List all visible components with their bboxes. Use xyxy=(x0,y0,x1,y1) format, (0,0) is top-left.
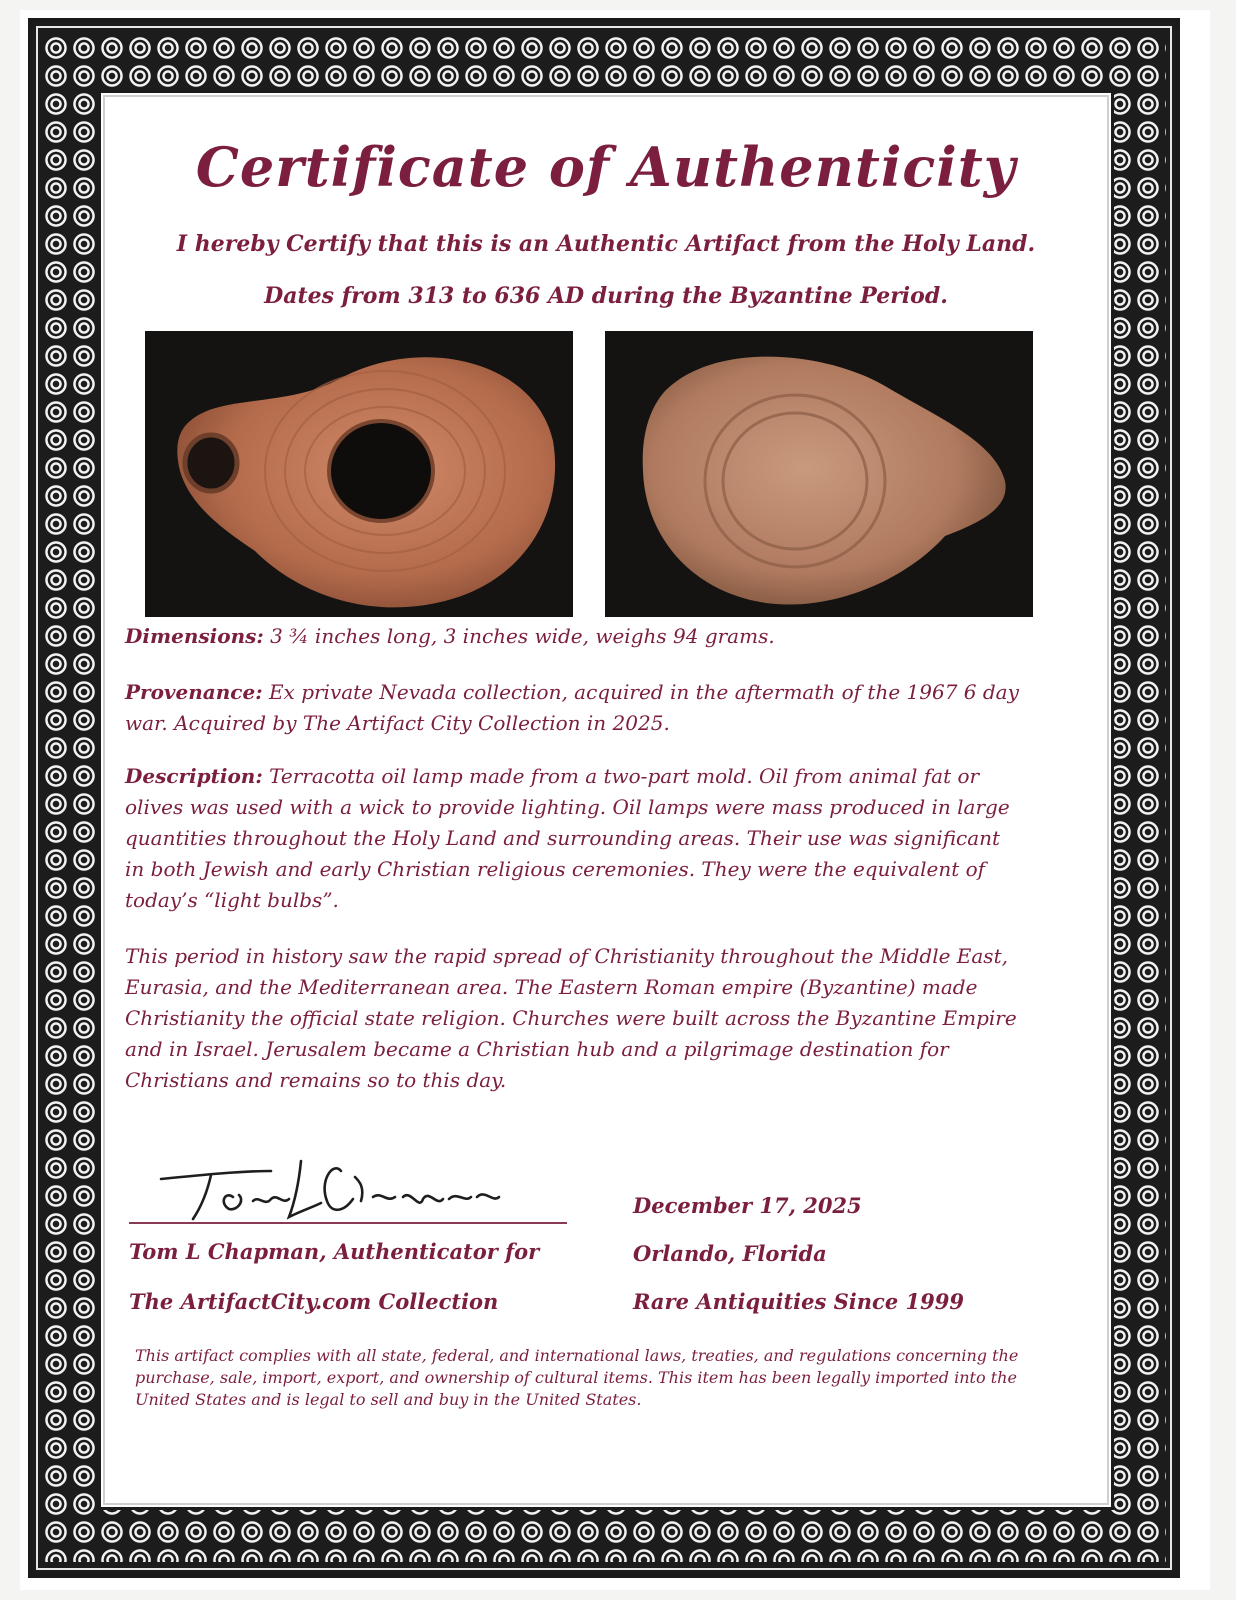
handwritten-signature xyxy=(141,1141,521,1225)
provenance-label: Provenance: xyxy=(125,680,263,704)
legal-compliance-text: This artifact complies with all state, federal, and international laws, treaties, and regulations concerning the purchase, sale, import, export, and ownership of cultural items. This item has been legally imported into the United States and is legal to sell and buy in the United States. xyxy=(135,1346,1019,1409)
lamp-bottom-image xyxy=(605,331,1033,617)
description-value: Terracotta oil lamp made from a two-part mold. Oil from animal fat or olives was used with a wick to provide lighting. Oil lamps were mass produced in large quantities throughout the Holy Land and surrounding areas. Their use was significant in both Jewish and early Christian religious ceremonies. They were the equivalent of today’s “light bulbs”. xyxy=(125,764,1010,912)
collection-name: The ArtifactCity.com Collection xyxy=(129,1289,499,1314)
dates-statement: Dates from 313 to 636 AD during the Byzantine Period. xyxy=(264,283,948,309)
certificate-date: December 17, 2025 xyxy=(633,1193,862,1218)
dimensions-value: 3 ¾ inches long, 3 inches wide, weighs 94 grams. xyxy=(263,624,775,648)
lamp-bottom-photo xyxy=(605,331,1033,617)
lamp-top-photo xyxy=(145,331,573,617)
certificate-body xyxy=(98,90,1114,1510)
certificate-title: Certificate of Authenticity xyxy=(195,135,1017,199)
provenance-value: Ex private Nevada collection, acquired in the aftermath of the 1967 6 day war. Acquired by The Artifact City Collection in 2025. xyxy=(125,680,1019,735)
description-label: Description: xyxy=(125,764,263,788)
certify-statement: I hereby Certify that this is an Authentic Artifact from the Holy Land. xyxy=(176,231,1036,257)
description-paragraph xyxy=(125,761,1025,916)
lamp-top-image xyxy=(145,331,573,617)
dimensions-paragraph xyxy=(125,621,1025,652)
dimensions-label: Dimensions: xyxy=(125,624,264,648)
company-tagline: Rare Antiquities Since 1999 xyxy=(633,1289,964,1314)
certificate-location: Orlando, Florida xyxy=(633,1241,827,1266)
history-paragraph: This period in history saw the rapid spread of Christianity throughout the Middle East, Eurasia, and the Mediterranean area. The Eastern Roman empire (Byzantine) made Christianity the official state religion. Churches were built across the Byzantine Empire and in Israel. Jerusalem became a Christian hub and a pilgrimage destination for Christians and remains so to this day. xyxy=(125,944,1017,1092)
signature-line xyxy=(129,1222,567,1224)
provenance-paragraph xyxy=(125,677,1025,739)
authenticator-name: Tom L Chapman, Authenticator for xyxy=(129,1239,540,1264)
